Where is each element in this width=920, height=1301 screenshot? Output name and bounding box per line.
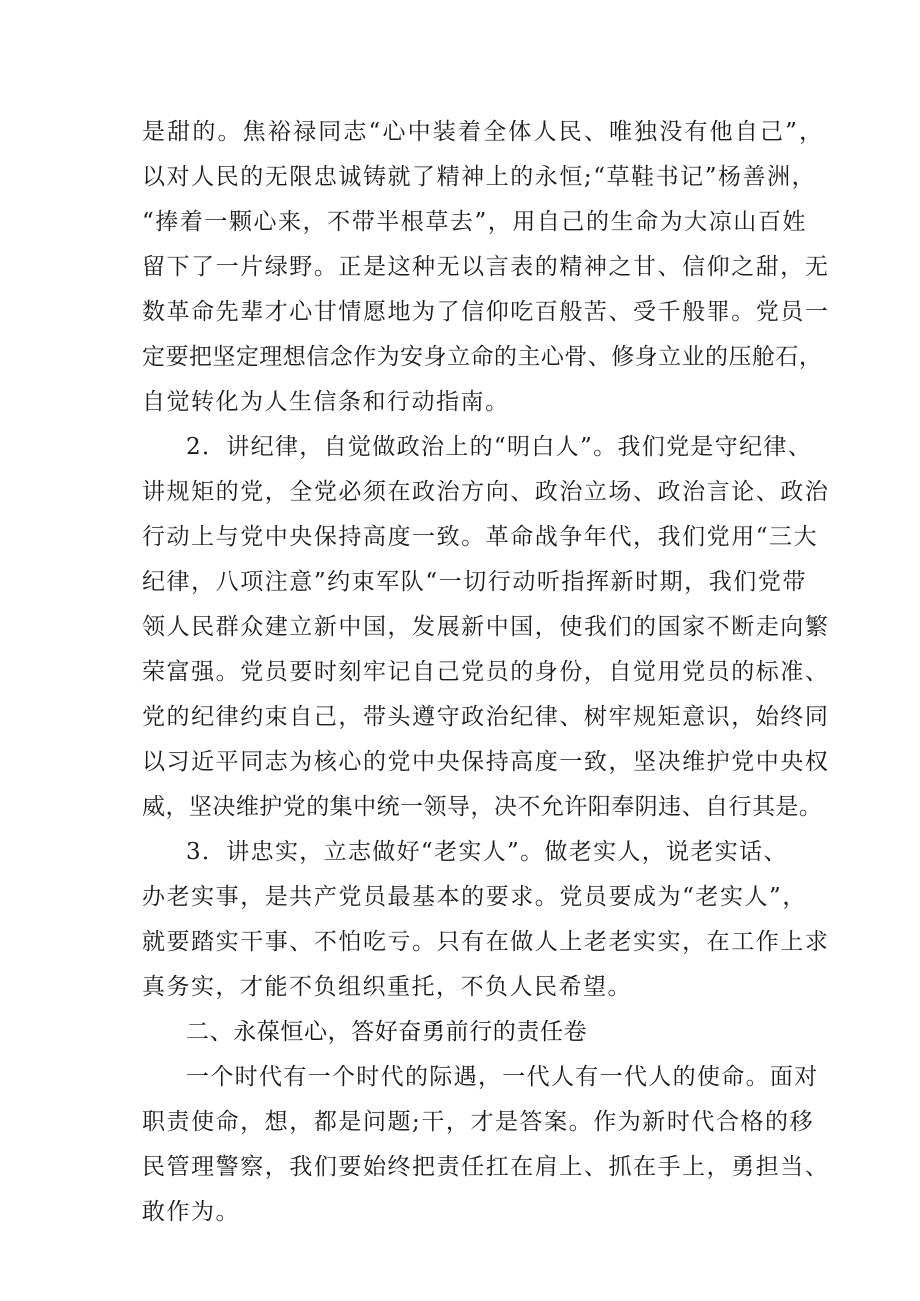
- body-line: 办老实事，是共产党员最基本的要求。党员要成为“老实人”，: [142, 884, 807, 910]
- body-line: 行动上与党中央保持高度一致。革命战争年代，我们党用“三大: [142, 524, 819, 550]
- body-line: 定要把坚定理想信念作为安身立命的主心骨、修身立业的压舱石，: [142, 344, 823, 370]
- body-line: 职责使命，想，都是问题;干，才是答案。作为新时代合格的移: [142, 1109, 815, 1135]
- body-line: 以对人民的无限忠诚铸就了精神上的永恒;“草鞋书记”杨善洲，: [142, 164, 817, 190]
- body-line: 党的纪律约束自己，带头遵守政治纪律、树牢规矩意识，始终同: [142, 704, 830, 730]
- body-line: 荣富强。党员要时刻牢记自己党员的身份，自觉用党员的标准、: [142, 659, 830, 685]
- section-heading: 二、永葆恒心，答好奋勇前行的责任卷: [186, 1019, 588, 1045]
- section-item-2-lead: 2．讲纪律，自觉做政治上的“明白人”。我们党是守纪律、: [186, 434, 813, 460]
- body-line: 领人民群众建立新中国，发展新中国，使我们的国家不断走向繁: [142, 614, 830, 640]
- body-line: 留下了一片绿野。正是这种无以言表的精神之甘、信仰之甜，无: [142, 254, 830, 280]
- body-line: 民管理警察，我们要始终把责任扛在肩上、抓在手上，勇担当、: [142, 1154, 830, 1180]
- section-item-3-lead: 3．讲忠实，立志做好“老实人”。做老实人，说老实话、: [186, 839, 788, 865]
- body-line: 是甜的。焦裕禄同志“心中装着全体人民、唯独没有他自己”，: [142, 119, 825, 145]
- body-line: 一个时代有一个时代的际遇，一代人有一代人的使命。面对: [186, 1064, 819, 1090]
- body-line: “捧着一颗心来，不带半根草去”，用自己的生命为大凉山百姓: [142, 209, 807, 235]
- body-line: 纪律，八项注意”约束军队“一切行动听指挥新时期，我们党带: [142, 569, 807, 595]
- body-line: 以习近平同志为核心的党中央保持高度一致，坚决维护党中央权: [142, 749, 830, 775]
- body-line: 就要踏实干事、不怕吃亏。只有在做人上老老实实，在工作上求: [142, 929, 830, 955]
- body-line: 真务实，才能不负组织重托，不负人民希望。: [142, 974, 632, 1000]
- body-line: 数革命先辈才心甘情愿地为了信仰吃百般苦、受千般罪。党员一: [142, 299, 830, 325]
- body-line: 敢作为。: [142, 1199, 240, 1225]
- body-line: 讲规矩的党，全党必须在政治方向、政治立场、政治言论、政治: [142, 479, 830, 505]
- body-line: 威，坚决维护党的集中统一领导，决不允许阳奉阴违、自行其是。: [142, 794, 823, 820]
- body-line: 自觉转化为人生信条和行动指南。: [142, 389, 510, 415]
